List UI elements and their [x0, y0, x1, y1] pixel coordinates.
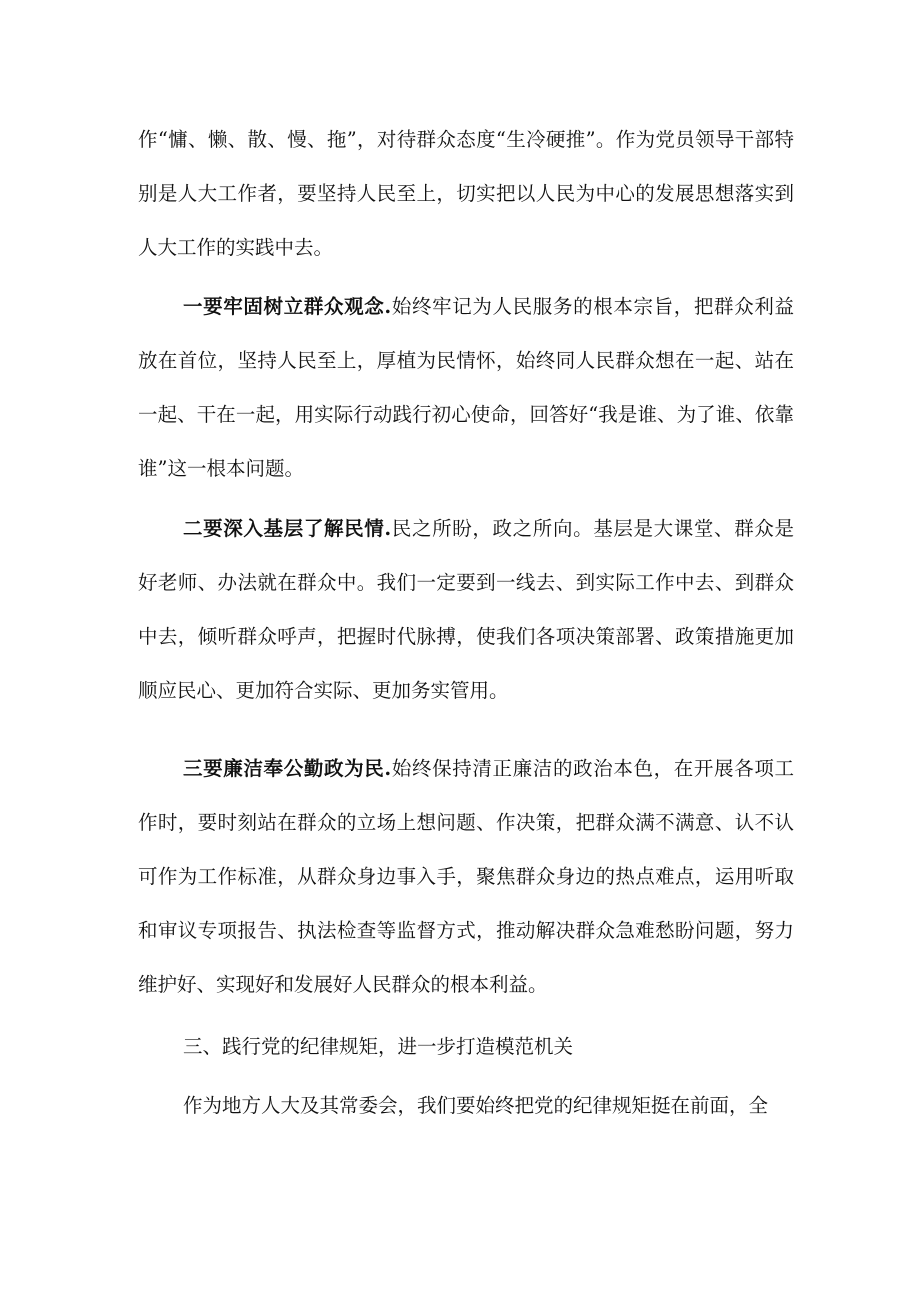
paragraph-point-three [138, 742, 794, 1012]
paragraph-continuation [138, 113, 794, 275]
paragraph-text: 始终牢记为人民服务的根本宗旨，把群众利益放在首位，坚持人民至上，厚植为民情怀，始终同人民群众想在一起、站在一起、干在一起，用实际行动践行初心使命，回答好“我是谁、为了谁、依靠谁”这一根本问题。 [138, 295, 794, 480]
paragraph-text: 作为地方人大及其常委会，我们要始终把党的纪律规矩挺在前面，全 [183, 1094, 769, 1117]
paragraph-text: 始终保持清正廉洁的政治本色，在开展各项工作时，要时刻站在群众的立场上想问题、作决策，把群众满不满意、认不认可作为工作标准，从群众身边事入手，聚焦群众身边的热点难点，运用听取和审议专项报告、执法检查等监督方式，推动解决群众急难愁盼问题，努力维护好、实现好和发展好人民群众的根本利益。 [138, 757, 794, 996]
paragraph-point-one [138, 280, 794, 496]
paragraph-section-intro [138, 1079, 794, 1133]
paragraph-point-two [138, 502, 794, 718]
paragraph-lead: 三要廉洁奉公勤政为民. [183, 757, 392, 780]
section-heading [138, 1020, 794, 1074]
paragraph-lead: 二要深入基层了解民情. [183, 517, 392, 540]
paragraph-lead: 一要牢固树立群众观念. [183, 295, 392, 318]
paragraph-text: 民之所盼，政之所向。基层是大课堂、群众是好老师、办法就在群众中。我们一定要到一线去、到实际工作中去、到群众中去，倾听群众呼声，把握时代脉搏，使我们各项决策部署、政策措施更加顺应民心、更加符合实际、更加务实管用。 [138, 517, 794, 702]
section-heading-text: 三、践行党的纪律规矩，进一步打造模范机关 [183, 1035, 574, 1058]
paragraph-text: 作“慵、懒、散、慢、拖”，对待群众态度“生冷硬推”。作为党员领导干部特别是人大工作者，要坚持人民至上，切实把以人民为中心的发展思想落实到人大工作的实践中去。 [138, 128, 794, 259]
